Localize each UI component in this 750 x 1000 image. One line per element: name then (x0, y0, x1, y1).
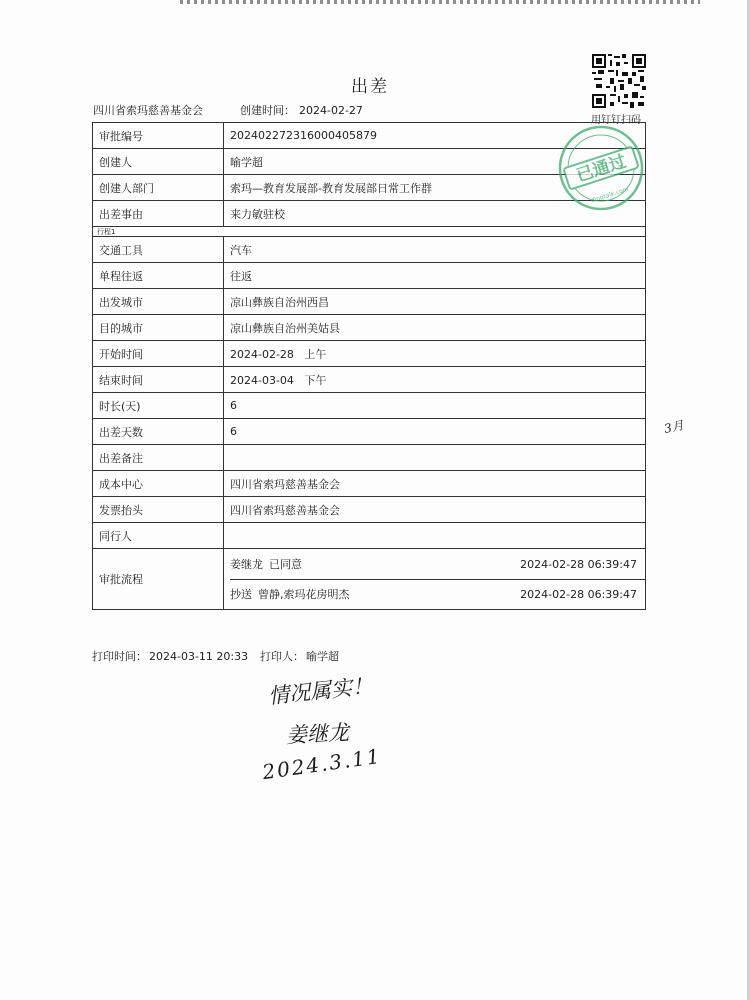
field-label: 创建人 (93, 149, 224, 175)
field-label: 成本中心 (93, 471, 224, 497)
field-label: 同行人 (93, 523, 224, 549)
field-value: 202402272316000405879 (224, 123, 646, 149)
document-title: 出差 (351, 77, 389, 97)
form-row (93, 237, 646, 263)
field-label: 审批编号 (93, 123, 224, 149)
approval-flow-steps (224, 549, 646, 610)
field-label: 出差天数 (93, 419, 224, 445)
field-value: 四川省索玛慈善基金会 (224, 497, 646, 523)
field-value: 6 (224, 393, 646, 419)
approval-time: 2024-02-28 06:39:47 (520, 587, 637, 601)
form-row (93, 419, 646, 445)
form-row (93, 289, 646, 315)
field-label: 出差事由 (93, 201, 224, 227)
field-label: 结束时间 (93, 367, 224, 393)
created-value: 2024-02-27 (299, 104, 363, 117)
cc-recipients: 曾静,索玛花房明杰 (258, 588, 350, 601)
scan-edge-top (180, 0, 700, 4)
field-value: 2024-02-28 上午 (224, 341, 646, 367)
printer-label: 打印人： (260, 650, 304, 663)
field-label: 开始时间 (93, 341, 224, 367)
qr-code-icon (592, 54, 646, 108)
approval-flow-label: 审批流程 (93, 549, 224, 610)
stamp-ring-text: dingtalk.com (590, 185, 630, 205)
approved-stamp-icon (557, 124, 645, 212)
field-value: 2024-03-04 下午 (224, 367, 646, 393)
handwritten-date: 2024.3.11 (260, 743, 383, 785)
field-value: 往返 (224, 263, 646, 289)
field-value (224, 523, 646, 549)
form-row (93, 367, 646, 393)
field-label: 出差备注 (93, 445, 224, 471)
print-time-label: 打印时间： (92, 650, 147, 663)
handwritten-signature: 姜继龙 (285, 720, 350, 748)
form-row (93, 315, 646, 341)
field-label: 出发城市 (93, 289, 224, 315)
approval-status: 已同意 (269, 558, 302, 571)
form-row (93, 263, 646, 289)
field-value: 汽车 (224, 237, 646, 263)
field-value: 凉山彝族自治州西昌 (224, 289, 646, 315)
approver-name: 姜继龙 (230, 558, 263, 571)
form-row (93, 497, 646, 523)
handwritten-margin-note: 3月 (662, 418, 685, 436)
form-row (93, 523, 646, 549)
field-value: 喻学超 (224, 149, 646, 175)
section-header-row (93, 227, 646, 237)
approval-step (230, 579, 645, 609)
created-label: 创建时间： (240, 104, 295, 117)
qr-code-label: 用钉钉扫码 (591, 115, 641, 126)
field-value: 6 (224, 419, 646, 445)
approval-step (230, 550, 645, 579)
field-label: 目的城市 (93, 315, 224, 341)
printer (260, 648, 339, 664)
field-value (224, 445, 646, 471)
approval-flow-row (93, 549, 646, 610)
created-date (240, 102, 363, 118)
field-value: 四川省索玛慈善基金会 (224, 471, 646, 497)
form-row (93, 445, 646, 471)
printer-value: 喻学超 (306, 650, 339, 663)
field-value: 索玛—教育发展部-教育发展部日常工作群 (224, 175, 646, 201)
stamp-text: 已通过 (573, 151, 629, 187)
form-row (93, 471, 646, 497)
approval-time: 2024-02-28 06:39:47 (520, 557, 637, 571)
print-time (92, 648, 248, 664)
handwritten-note: 情况属实！ (267, 673, 375, 709)
cc-label: 抄送 (230, 588, 252, 601)
field-value: 来力敏驻校 (224, 201, 646, 227)
field-value: 凉山彝族自治州美姑县 (224, 315, 646, 341)
field-label: 时长(天) (93, 393, 224, 419)
print-time-value: 2024-03-11 20:33 (149, 650, 249, 663)
field-label: 交通工具 (93, 237, 224, 263)
section-label: 行程1 (93, 227, 646, 237)
form-row (93, 341, 646, 367)
field-label: 发票抬头 (93, 497, 224, 523)
field-label: 创建人部门 (93, 175, 224, 201)
form-row (93, 393, 646, 419)
field-label: 单程往返 (93, 263, 224, 289)
organization-name: 四川省索玛慈善基金会 (93, 104, 203, 117)
